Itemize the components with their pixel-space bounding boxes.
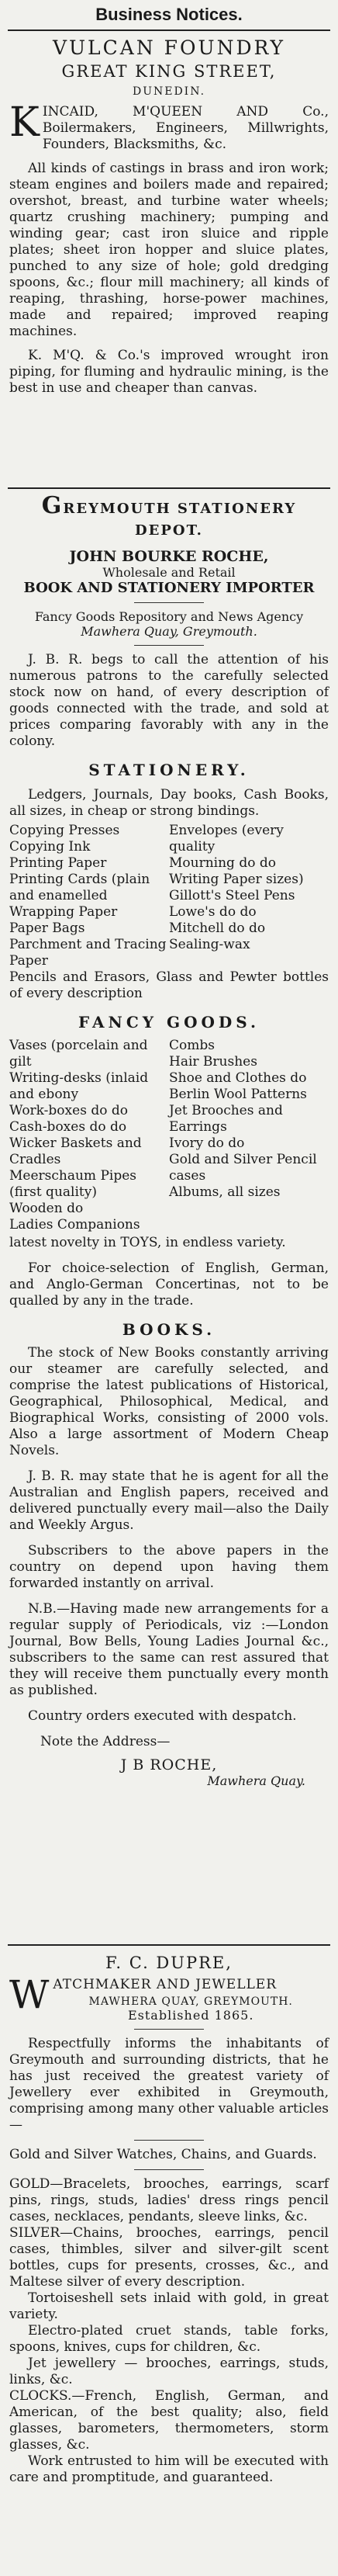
divider: [134, 2029, 204, 2030]
divider: [134, 645, 204, 646]
divider: [134, 2169, 204, 2170]
signature-place: Mawhera Quay.: [207, 1773, 305, 1788]
intro-text: INCAID, M'QUEEN AND Co., Boilermakers, Engineers, Millwrights, Founders, Blacksmiths, &c.: [42, 104, 329, 152]
ad-paragraph: N.B.—Having made new arrangements for a regular supply of Periodicals, viz :—London Journal, Bow Bells, Young Ladies Journal &c., subscribers to the same can rest assured that they will receive them punctually every month as published.: [9, 1601, 329, 1698]
list-item: Gillott's Steel Pens: [169, 888, 295, 903]
list-item: Cash-boxes do do: [9, 1119, 127, 1135]
list-item: Vases (porcelain and gilt: [9, 1038, 148, 1070]
section-heading: BOOKS.: [122, 1320, 216, 1339]
list-item: Jet Brooches and Earrings: [169, 1103, 283, 1135]
ad-paragraph: K. M'Q. & Co.'s improved wrought iron piping, for fluming and hydraulic mining, is the best in use and cheaper than canvas.: [9, 348, 329, 396]
list-item: Albums, all sizes: [169, 1184, 281, 1200]
roche-stationery-ad: [5, 492, 333, 1944]
goods-heading: Gold and Silver Watches, Chains, and Guards.: [9, 2147, 317, 2162]
ad-paragraph: Ledgers, Journals, Day books, Cash Books, all sizes, in cheap or strong bindings.: [9, 787, 329, 819]
address-line: MAWHERA QUAY, GREYMOUTH.: [88, 1995, 293, 2008]
list-item: Combs: [169, 1038, 215, 1053]
vulcan-foundry-ad: [5, 36, 333, 487]
list-item: Wicker Baskets and Cradles: [9, 1135, 142, 1167]
established-line: Established 1865.: [127, 2008, 254, 2023]
ad-paragraph: Jet jewellery — brooches, earrings, studs, links, &c.: [9, 2356, 329, 2387]
list-item: Hair Brushes: [169, 1054, 257, 1070]
list-item: Berlin Wool Patterns: [169, 1087, 307, 1102]
ad-paragraph: GOLD—Bracelets, brooches, earrings, scarf pins, rings, studs, ladies' dress rings pencil cases, necklaces, pendants, sleeve links, &c.: [9, 2176, 329, 2224]
trade-line: BOOK AND STATIONERY IMPORTER: [23, 580, 315, 596]
ad-street: GREAT KING STREET,: [61, 62, 277, 81]
list-item: Sealing-wax: [169, 937, 250, 952]
ad-title: [9, 492, 329, 542]
list-item: Printing Cards (plain and enamelled: [9, 872, 150, 903]
ad-paragraph: Country orders executed with despatch.: [28, 1708, 297, 1724]
list-item: Writing Paper sizes): [169, 872, 304, 887]
signature-name: J B ROCHE,: [120, 1756, 218, 1773]
title-text: REYMOUTH STATIONERY DEPOT.: [63, 501, 297, 539]
ad-intro: [9, 99, 329, 153]
list-footer: Pencils and Erasors, Glass and Pewter bottles of every description: [9, 969, 329, 1001]
repository-line: Fancy Goods Repository and News Agency: [34, 609, 304, 624]
list-item: Ivory do do: [169, 1135, 245, 1151]
list-item: Copying Presses: [9, 823, 120, 838]
list-column-left: [9, 1038, 169, 1233]
list-item: Gold and Silver Pencil cases: [169, 1152, 317, 1184]
ad-paragraph: J. B. R. begs to call the attention of his numerous patrons to the carefully selected stock now on hand, of every description of goods connected with the trade, and sold at prices comparing favorably with any in the colony.: [9, 652, 329, 749]
section-heading: FANCY GOODS.: [78, 1013, 260, 1031]
list-column-right: [169, 1038, 329, 1233]
drop-cap: K: [9, 99, 40, 146]
address-line: Mawhera Quay, Greymouth.: [81, 624, 257, 639]
list-item: Copying Ink: [9, 839, 91, 855]
list-item: Mitchell do do: [169, 920, 266, 936]
ad-paragraph: SILVER—Chains, brooches, earrings, pencil cases, thimbles, silver and silver-gilt scent bottles, cups for presents, crosses, &c., and Maltese silver of every description.: [9, 2225, 329, 2290]
list-item: Paper Bags: [9, 920, 85, 936]
list-item: Shoe and Clothes do: [169, 1070, 307, 1086]
ad-paragraph: For choice-selection of English, German, and Anglo-German Concertinas, not to be qualled by any in the trade.: [9, 1260, 329, 1309]
proprietor-name: F. C. DUPRE,: [105, 1954, 233, 1972]
ad-paragraph: Electro-plated cruet stands, table forks, spoons, knives, cups for children, &c.: [9, 2323, 329, 2355]
section-heading: STATIONERY.: [88, 761, 250, 779]
ad-title: [9, 1972, 329, 2023]
divider: [134, 2140, 204, 2141]
list-item: Printing Paper: [9, 855, 107, 871]
list-footer: latest novelty in TOYS, in endless variety.: [9, 1235, 286, 1250]
list-item: Lowe's do do: [169, 904, 257, 920]
list-column-right: [169, 823, 329, 969]
list-item: Ladies Companions: [9, 1217, 140, 1233]
drop-cap: G: [41, 492, 64, 519]
drop-cap: W: [9, 1972, 50, 2017]
list-item: Meerschaum Pipes (first quality): [9, 1168, 136, 1200]
divider: [8, 487, 330, 489]
divider: [8, 1944, 330, 1946]
fancy-goods-list: [9, 1038, 329, 1233]
list-item: Mourning do do: [169, 855, 276, 871]
stationery-list: [9, 823, 329, 969]
ad-city: DUNEDIN.: [132, 85, 206, 98]
list-column-left: [9, 823, 169, 969]
ad-paragraph: Work entrusted to him will be executed with care and promptitude, and guaranteed.: [9, 2453, 329, 2485]
list-item: Parchment and Tracing Paper: [9, 937, 167, 969]
ad-paragraph: The stock of New Books constantly arriving our steamer are carefully selected, and comprise the latest publications of Historical, Geographical, Philosophical, Medical, and Biographical Works, consisting of 2000 vols. Also a large assortment of Modern Cheap Novels.: [9, 1345, 329, 1458]
list-item: Wooden do: [9, 1201, 84, 1216]
list-item: Envelopes (every quality: [169, 823, 284, 855]
list-item: Writing-desks (inlaid and ebony: [9, 1070, 149, 1102]
ad-paragraph: Tortoiseshell sets inlaid with gold, in great variety.: [9, 2290, 329, 2322]
divider: [8, 29, 330, 31]
list-item: Wrapping Paper: [9, 904, 118, 920]
address-note: Note the Address—: [40, 1734, 171, 1749]
list-item: Work-boxes do do: [9, 1103, 128, 1118]
trade-line: ATCHMAKER AND JEWELLER: [53, 1977, 278, 1992]
section-masthead: Business Notices.: [95, 5, 243, 24]
ad-paragraph: All kinds of castings in brass and iron work; steam engines and boilers made and repaired; overshot, breast, and turbine water wheels; quartz crushing machinery; pumping and winding gear; cast iron sluice and ripple plates; sheet iron hopper and sluice plates, punched to any size of hole; gold dredging spoons, &c.; flour mill machinery; all kinds of reaping, thrashing, horse-power machines, made and repaired; improved reaping machines.: [9, 161, 329, 339]
ad-paragraph: J. B. R. may state that he is agent for all the Australian and English papers, received and delivered punctually every mail—also the Daily and Weekly Argus.: [9, 1468, 329, 1533]
dupre-jeweller-ad: [5, 1952, 333, 2486]
ad-title: VULCAN FOUNDRY: [52, 36, 286, 59]
divider: [134, 602, 204, 603]
ad-paragraph: CLOCKS.—French, English, German, and American, of the best quality; also, field glasses, barometers, thermometers, storm glasses, &c.: [9, 2388, 329, 2453]
tagline: Wholesale and Retail: [102, 565, 236, 580]
proprietor-name: JOHN BOURKE ROCHE,: [69, 548, 269, 565]
ad-paragraph: Subscribers to the above papers in the country on depend upon having them forwarded instantly on arrival.: [9, 1543, 329, 1591]
ad-paragraph: Respectfully informs the inhabitants of Greymouth and surrounding districts, that he has just received the greatest variety of Jewellery ever exhibited in Greymouth, comprising among many other valuable articles—: [9, 2036, 329, 2133]
